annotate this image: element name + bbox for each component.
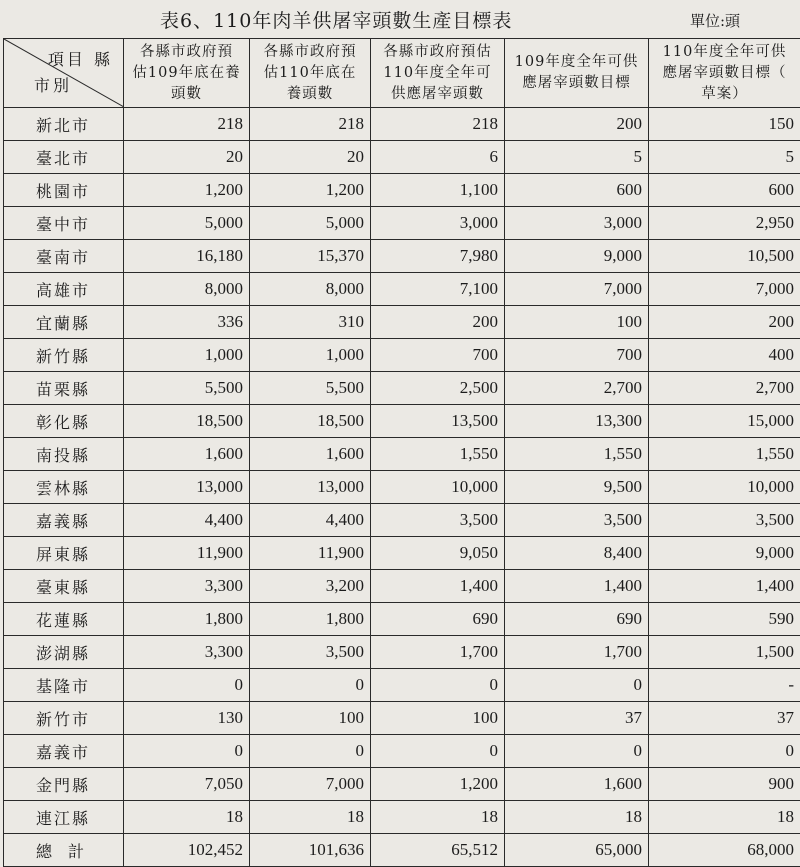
value-cell: 18,500 — [250, 405, 371, 438]
value-cell: 1,400 — [505, 570, 649, 603]
value-cell: 68,000 — [649, 834, 800, 867]
header-line: 應屠宰頭數目標（ — [662, 64, 787, 81]
region-name-cell: 新竹市 — [4, 702, 124, 735]
table-row — [4, 471, 800, 504]
value-cell: 20 — [250, 141, 371, 174]
value-cell: 1,000 — [250, 339, 371, 372]
value-cell: 18 — [371, 801, 505, 834]
value-cell: 3,000 — [371, 207, 505, 240]
header-line: 各縣市政府預 — [140, 43, 233, 60]
value-cell: 10,500 — [649, 240, 800, 273]
value-cell: 690 — [371, 603, 505, 636]
value-cell: 1,400 — [649, 570, 800, 603]
value-cell: 1,550 — [505, 438, 649, 471]
region-name-cell: 桃園市 — [4, 174, 124, 207]
value-cell: 100 — [505, 306, 649, 339]
region-name-cell: 金門縣 — [4, 768, 124, 801]
table-row — [4, 603, 800, 636]
value-cell: 13,000 — [124, 471, 250, 504]
value-cell: 1,200 — [371, 768, 505, 801]
unit-label: 單位:頭 — [690, 12, 741, 30]
table-row — [4, 372, 800, 405]
value-cell: 65,000 — [505, 834, 649, 867]
table-row — [4, 240, 800, 273]
value-cell: 1,600 — [505, 768, 649, 801]
value-cell: 5,500 — [124, 372, 250, 405]
region-name-cell: 新北市 — [4, 108, 124, 141]
value-cell: 2,700 — [505, 372, 649, 405]
value-cell: 600 — [505, 174, 649, 207]
value-cell: 3,500 — [250, 636, 371, 669]
value-cell: 5,000 — [250, 207, 371, 240]
value-cell: 200 — [371, 306, 505, 339]
value-cell: 102,452 — [124, 834, 250, 867]
value-cell: 0 — [371, 735, 505, 768]
value-cell: 130 — [124, 702, 250, 735]
value-cell: 9,000 — [505, 240, 649, 273]
region-name-cell: 屏東縣 — [4, 537, 124, 570]
table-row — [4, 702, 800, 735]
value-cell: 10,000 — [371, 471, 505, 504]
value-cell: 0 — [124, 669, 250, 702]
value-cell: 2,700 — [649, 372, 800, 405]
value-cell: 5,500 — [250, 372, 371, 405]
value-cell: 2,500 — [371, 372, 505, 405]
table-row — [4, 405, 800, 438]
value-cell: 1,200 — [124, 174, 250, 207]
value-cell: 8,400 — [505, 537, 649, 570]
header-cell — [250, 39, 371, 108]
value-cell: 8,000 — [124, 273, 250, 306]
value-cell: 18 — [124, 801, 250, 834]
data-table — [3, 38, 800, 867]
value-cell: 218 — [124, 108, 250, 141]
value-cell: 5 — [649, 141, 800, 174]
region-name-cell: 雲林縣 — [4, 471, 124, 504]
header-line: 估110年底在 — [263, 64, 357, 81]
total-row — [4, 834, 800, 867]
value-cell: 7,000 — [505, 273, 649, 306]
value-cell: 1,550 — [371, 438, 505, 471]
value-cell: 690 — [505, 603, 649, 636]
header-cell — [649, 39, 800, 108]
table-row — [4, 108, 800, 141]
region-name-cell: 澎湖縣 — [4, 636, 124, 669]
header-line: 應屠宰頭數目標 — [522, 75, 631, 91]
value-cell: 15,370 — [250, 240, 371, 273]
value-cell: 1,800 — [124, 603, 250, 636]
value-cell: 100 — [250, 702, 371, 735]
value-cell: 1,500 — [649, 636, 800, 669]
region-name-cell: 連江縣 — [4, 801, 124, 834]
value-cell: 7,000 — [649, 273, 800, 306]
value-cell: 9,000 — [649, 537, 800, 570]
table-title: 表6、110年肉羊供屠宰頭數生產目標表 — [160, 10, 513, 32]
value-cell: 8,000 — [250, 273, 371, 306]
table-row — [4, 735, 800, 768]
header-row — [4, 39, 800, 108]
value-cell: 1,600 — [124, 438, 250, 471]
value-cell: 5,000 — [124, 207, 250, 240]
header-line: 各縣市政府預 — [263, 43, 357, 60]
region-name-cell: 苗栗縣 — [4, 372, 124, 405]
corner-item-label: 項目 縣 — [47, 50, 113, 69]
value-cell: 700 — [505, 339, 649, 372]
value-cell: 600 — [649, 174, 800, 207]
value-cell: 10,000 — [649, 471, 800, 504]
value-cell: 1,550 — [649, 438, 800, 471]
region-name-cell: 嘉義縣 — [4, 504, 124, 537]
value-cell: 100 — [371, 702, 505, 735]
table-row — [4, 669, 800, 702]
value-cell: 1,700 — [371, 636, 505, 669]
value-cell: 1,200 — [250, 174, 371, 207]
value-cell: 9,050 — [371, 537, 505, 570]
value-cell: 7,050 — [124, 768, 250, 801]
header-line: 頭數 — [171, 85, 202, 102]
value-cell: 7,980 — [371, 240, 505, 273]
value-cell: 218 — [371, 108, 505, 141]
value-cell: 218 — [250, 108, 371, 141]
value-cell: 0 — [124, 735, 250, 768]
value-cell: 590 — [649, 603, 800, 636]
value-cell: 0 — [250, 669, 371, 702]
value-cell: 3,300 — [124, 636, 250, 669]
value-cell: 4,400 — [250, 504, 371, 537]
value-cell: 0 — [250, 735, 371, 768]
value-cell: 5 — [505, 141, 649, 174]
value-cell: 1,600 — [250, 438, 371, 471]
value-cell: 2,950 — [649, 207, 800, 240]
header-line: 110年度全年可 — [383, 64, 492, 81]
value-cell: 900 — [649, 768, 800, 801]
value-cell: 37 — [649, 702, 800, 735]
region-name-cell: 南投縣 — [4, 438, 124, 471]
header-cell — [505, 39, 649, 108]
value-cell: 400 — [649, 339, 800, 372]
table-row — [4, 768, 800, 801]
value-cell: 336 — [124, 306, 250, 339]
region-name-cell: 新竹縣 — [4, 339, 124, 372]
corner-header-cell — [4, 39, 124, 108]
region-name-cell: 高雄市 — [4, 273, 124, 306]
region-name-cell: 嘉義市 — [4, 735, 124, 768]
value-cell: 1,400 — [371, 570, 505, 603]
corner-city-label: 市別 — [34, 76, 73, 95]
value-cell: 0 — [371, 669, 505, 702]
header-cell — [124, 39, 250, 108]
value-cell: 6 — [371, 141, 505, 174]
table-body — [4, 108, 800, 867]
header-line: 估109年底在養 — [132, 64, 241, 81]
value-cell: 3,500 — [649, 504, 800, 537]
region-name-cell: 花蓮縣 — [4, 603, 124, 636]
value-cell: 4,400 — [124, 504, 250, 537]
value-cell: 37 — [505, 702, 649, 735]
table-row — [4, 273, 800, 306]
value-cell: 18,500 — [124, 405, 250, 438]
value-cell: 0 — [649, 735, 800, 768]
value-cell: 3,500 — [505, 504, 649, 537]
table-row — [4, 438, 800, 471]
value-cell: 3,500 — [371, 504, 505, 537]
value-cell: 16,180 — [124, 240, 250, 273]
value-cell: 18 — [505, 801, 649, 834]
table-header — [4, 39, 800, 108]
value-cell: 0 — [505, 669, 649, 702]
header-line: 109年度全年可供 — [514, 54, 639, 70]
value-cell: 11,900 — [124, 537, 250, 570]
value-cell: 7,000 — [250, 768, 371, 801]
region-name-cell: 臺中市 — [4, 207, 124, 240]
table-row — [4, 636, 800, 669]
table-row — [4, 306, 800, 339]
value-cell: 7,100 — [371, 273, 505, 306]
value-cell: 13,000 — [250, 471, 371, 504]
value-cell: 200 — [505, 108, 649, 141]
table-row — [4, 141, 800, 174]
value-cell: 0 — [505, 735, 649, 768]
table-row — [4, 537, 800, 570]
header-line: 草案） — [701, 85, 748, 102]
table-row — [4, 339, 800, 372]
region-name-cell: 臺北市 — [4, 141, 124, 174]
value-cell: 3,200 — [250, 570, 371, 603]
value-cell: 101,636 — [250, 834, 371, 867]
value-cell: 3,300 — [124, 570, 250, 603]
table-row — [4, 207, 800, 240]
value-cell: 11,900 — [250, 537, 371, 570]
region-name-cell: 基隆市 — [4, 669, 124, 702]
value-cell: 1,000 — [124, 339, 250, 372]
value-cell: 20 — [124, 141, 250, 174]
table-row — [4, 174, 800, 207]
table-row — [4, 504, 800, 537]
value-cell: 3,000 — [505, 207, 649, 240]
value-cell: 1,100 — [371, 174, 505, 207]
header-line: 供應屠宰頭數 — [391, 85, 484, 102]
header-cell — [371, 39, 505, 108]
value-cell: - — [649, 669, 800, 702]
value-cell: 1,800 — [250, 603, 371, 636]
table-row — [4, 570, 800, 603]
value-cell: 13,500 — [371, 405, 505, 438]
value-cell: 65,512 — [371, 834, 505, 867]
value-cell: 700 — [371, 339, 505, 372]
region-name-cell: 彰化縣 — [4, 405, 124, 438]
region-name-cell: 臺南市 — [4, 240, 124, 273]
region-name-cell: 總計 — [4, 834, 124, 867]
header-line: 各縣市政府預估 — [383, 43, 492, 60]
value-cell: 1,700 — [505, 636, 649, 669]
region-name-cell: 臺東縣 — [4, 570, 124, 603]
value-cell: 15,000 — [649, 405, 800, 438]
region-name-cell: 宜蘭縣 — [4, 306, 124, 339]
value-cell: 310 — [250, 306, 371, 339]
header-line: 養頭數 — [286, 85, 334, 102]
table-row — [4, 801, 800, 834]
value-cell: 150 — [649, 108, 800, 141]
header-line: 110年度全年可供 — [662, 43, 787, 60]
value-cell: 13,300 — [505, 405, 649, 438]
value-cell: 18 — [649, 801, 800, 834]
value-cell: 9,500 — [505, 471, 649, 504]
value-cell: 18 — [250, 801, 371, 834]
value-cell: 200 — [649, 306, 800, 339]
